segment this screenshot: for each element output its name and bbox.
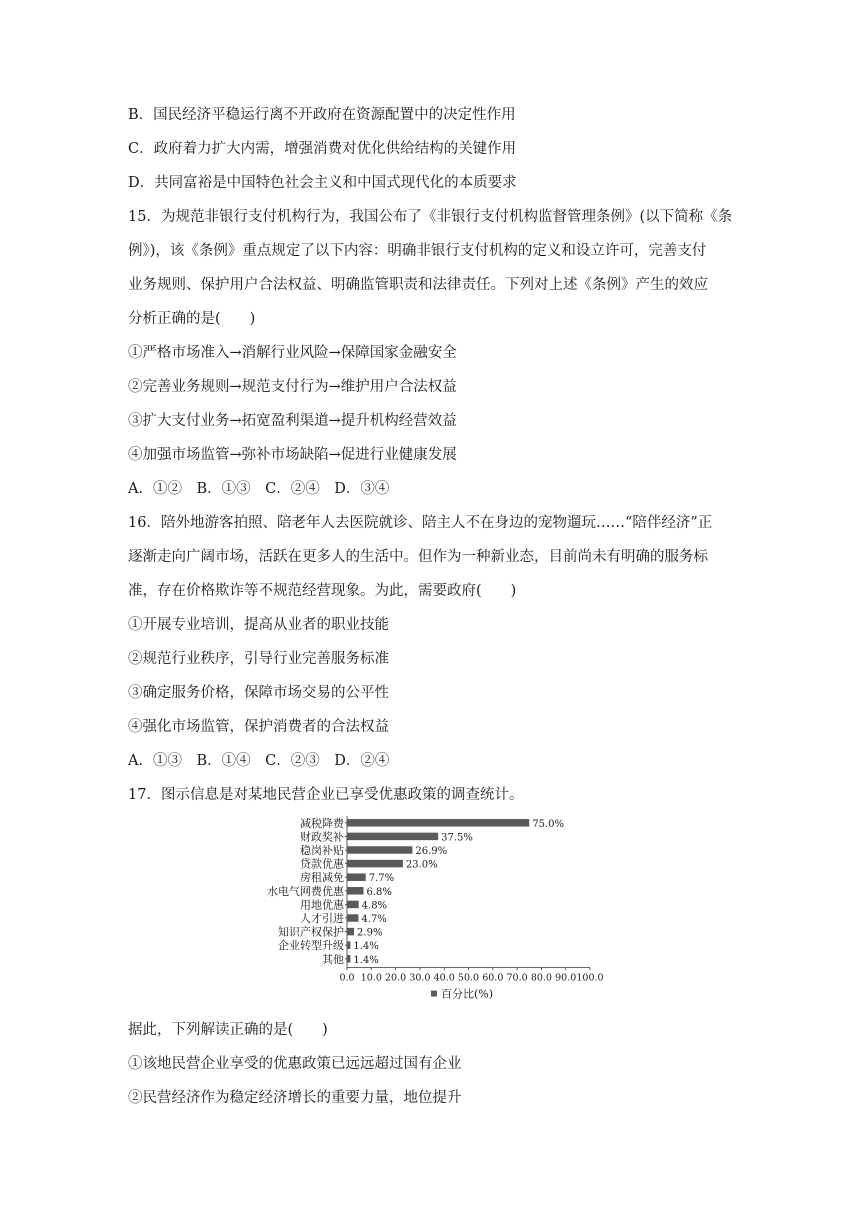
data-label: 6.8% — [366, 886, 392, 898]
bar — [347, 928, 354, 936]
x-tick-label: 50.0 — [457, 972, 480, 984]
category-label: 用地优惠 — [300, 898, 344, 912]
bar — [347, 846, 412, 854]
question-15-text: 分析正确的是( ) — [128, 311, 256, 327]
bar — [347, 914, 358, 922]
q16-statement-2: ②规范行业秩序，引导行业完善服务标准 — [128, 651, 389, 667]
data-label: 1.4% — [353, 954, 379, 966]
x-tick-label: 30.0 — [409, 972, 431, 984]
data-label: 23.0% — [405, 859, 438, 871]
x-tick-label: 100.0 — [576, 972, 604, 984]
bar-chart-svg — [258, 810, 608, 1010]
q17-statement-1: ①该地民营企业享受的优惠政策已远远超过国有企业 — [128, 1056, 462, 1072]
policy-bar-chart — [258, 810, 608, 1010]
question-17-text: 17．图示信息是对某地民营企业已享受优惠政策的调查统计。 — [128, 787, 524, 803]
x-tick-label: 0.0 — [339, 972, 355, 984]
category-label: 企业转型升级 — [278, 939, 344, 953]
category-label: 其他 — [322, 952, 344, 966]
bar — [347, 860, 403, 868]
q16-answer-options: A．①③ B．①④ C．②③ D．②④ — [128, 753, 390, 769]
q15-statement-2: ②完善业务规则→规范支付行为→维护用户合法权益 — [128, 379, 457, 395]
bar — [347, 901, 359, 909]
bar — [347, 941, 350, 949]
data-label: 37.5% — [441, 832, 473, 844]
x-tick-label: 90.0 — [555, 972, 577, 984]
question-15-text: 例》)，该《条例》重点规定了以下内容：明确非银行支付机构的定义和设立许可，完善支付 — [128, 243, 707, 259]
category-label: 稳岗补贴 — [300, 844, 344, 857]
question-15-text: 业务规则、保护用户合法权益、明确监管职责和法律责任。下列对上述《条例》产生的效应 — [128, 277, 708, 293]
category-label: 知识产权保护 — [278, 925, 344, 939]
category-label: 房租减免 — [300, 871, 344, 885]
question-15-text: 15．为规范非银行支付机构行为，我国公布了《非银行支付机构监督管理条例》(以下简称《条 — [128, 209, 733, 225]
x-tick-label: 20.0 — [385, 972, 407, 984]
q15-answer-options: A．①② B．①③ C．②④ D．③④ — [128, 481, 390, 497]
category-label: 减税降费 — [300, 816, 344, 830]
x-tick-label: 70.0 — [506, 972, 528, 984]
data-label: 2.9% — [357, 927, 383, 939]
data-label: 75.0% — [532, 818, 565, 830]
x-tick-label: 40.0 — [433, 972, 455, 984]
q15-statement-4: ④加强市场监管→弥补市场缺陷→促进行业健康发展 — [128, 447, 457, 463]
q16-statement-4: ④强化市场监管，保护消费者的合法权益 — [128, 719, 389, 735]
category-label: 财政奖补 — [300, 830, 344, 844]
option-c-line: C．政府着力扩大内需，增强消费对优化供给结构的关键作用 — [128, 141, 517, 157]
x-tick-label: 80.0 — [530, 972, 552, 984]
option-d-line: D．共同富裕是中国特色社会主义和中国式现代化的本质要求 — [128, 175, 517, 191]
category-label: 水电气网费优惠 — [267, 884, 344, 898]
data-label: 1.4% — [353, 941, 379, 953]
q16-statement-1: ①开展专业培训，提高从业者的职业技能 — [128, 617, 389, 633]
bar — [347, 833, 438, 841]
q16-statement-3: ③确定服务价格，保障市场交易的公平性 — [128, 685, 389, 701]
x-tick-label: 10.0 — [360, 972, 382, 984]
q15-statement-1: ①严格市场准入→消解行业风险→保障国家金融安全 — [128, 345, 457, 361]
question-16-text: 准，存在价格欺诈等不规范经营现象。为此，需要政府( ) — [128, 583, 517, 599]
bar — [347, 819, 529, 827]
option-b-line: B．国民经济平稳运行离不开政府在资源配置中的决定性作用 — [128, 107, 516, 123]
category-label: 人才引进 — [300, 912, 344, 925]
q17-statement-2: ②民营经济作为稳定经济增长的重要力量，地位提升 — [128, 1090, 462, 1106]
question-17-prompt: 据此，下列解读正确的是( ) — [128, 1022, 328, 1038]
legend-label: 百分比(%) — [441, 987, 494, 1001]
bar — [347, 955, 350, 963]
data-label: 26.9% — [415, 846, 448, 857]
category-label: 贷款优惠 — [300, 857, 344, 871]
question-16-text: 逐渐走向广阔市场，活跃在更多人的生活中。但作为一种新业态，目前尚未有明确的服务标 — [128, 549, 708, 565]
bar — [347, 873, 366, 881]
data-label: 4.8% — [361, 900, 388, 912]
bar — [347, 887, 364, 895]
x-tick-label: 60.0 — [482, 972, 504, 984]
data-label: 4.7% — [361, 914, 387, 925]
question-16-text: 16．陪外地游客拍照、陪老年人去医院就诊、陪主人不在身边的宠物遛玩……“陪伴经济”正 — [128, 515, 713, 531]
q15-statement-3: ③扩大支付业务→拓宽盈利渠道→提升机构经营效益 — [128, 413, 457, 429]
legend-swatch — [431, 991, 437, 997]
data-label: 7.7% — [368, 873, 395, 885]
